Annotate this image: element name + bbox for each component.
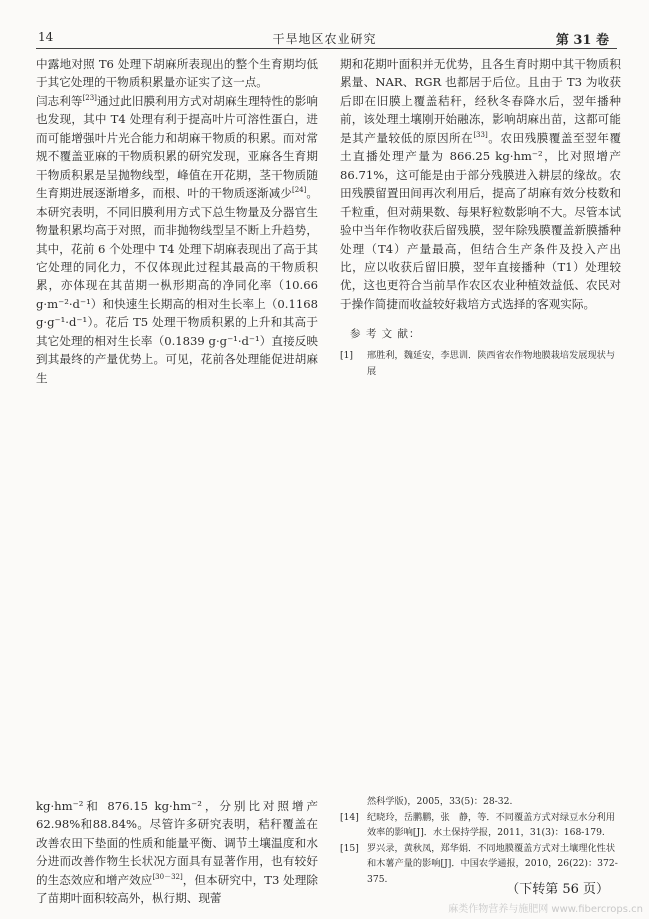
journal-title: 干旱地区农业研究 [272, 32, 377, 46]
citation: [30－32] [152, 872, 183, 881]
left-column-bottom [36, 797, 318, 908]
volume-label: 第 31 卷 [555, 33, 609, 48]
paragraph: 期和花期叶面积并无优势，且各生育时期中其干物质积累量、NAR、RGR 也都居于后位。且由于 T3 为收获后即在旧膜上覆盖秸秆，经秋冬春降水后，翌年播种前，该处理土壤刚开始融冻，影响胡麻出苗，这都可能是其产量较低的原因所在[33]。农田残膜覆盖至翌年覆土直播处理产量为 866.25 kg·hm⁻²，比对照增产86.71%，这可能是由于部分残膜进入耕层的缘故。农田残膜留置田间再次利用后，提高了胡麻有效分枝数和千粒重，但对蒴果数、每果籽粒数影响不大。尽管本试验中当年作物收获后留残膜，翌年除残膜覆盖新膜播种处理（T4）产量最高，但结合生产条件及投入产出比，应以收获后留旧膜，翌年直接播种（T1）处理较优，这也更符合当前旱作农区农业种植效益低、农民对于操作简捷而收益较好栽培方式选择的客观实际。 [340, 57, 621, 311]
reference-item: [1] 邢胜利，魏延安，李思训．陕西省农作物地膜栽培发展现状与展 [340, 349, 616, 377]
reference-continuation: 然科学版)，2005，33(5)：28-32. [367, 796, 513, 807]
references-heading: 参 考 文 献： [350, 328, 421, 341]
citation: [23] [82, 93, 97, 102]
citation: [33] [473, 130, 488, 139]
paragraph: 中露地对照 T6 处理下胡麻所表现出的整个生育期均低于其它处理的干物质积累量亦证实了这一点。 [36, 57, 318, 90]
right-column-top [340, 55, 621, 380]
citation: [24] [291, 186, 307, 195]
continued-note: （下转第 56 页） [506, 882, 609, 897]
paragraph: kg·hm⁻²和 876.15 kg·hm⁻²，分别比对照增产62.98%和88.84%。尽管许多研究表明，秸秆覆盖在改善农田下垫面的性质和能量平衡、调节土壤温度和水分进而改善作物生长状况方面具有显著作用，也有较好的生态效应和增产效应[30－32]，但本研究中，T3 处理除了苗期叶面积较高外，枞行期、现蕾 [36, 799, 318, 906]
reference-item: [14] 纪晓玲，岳鹏鹏，张 静，等．不同覆盖方式对绿豆水分利用效率的影响[J]．水土保持学报，2011，31(3)：168-179. [340, 811, 616, 838]
running-header [0, 30, 649, 46]
right-column-bottom [340, 794, 621, 887]
header-rule [36, 48, 617, 49]
paragraph: 闫志利等[23]通过此旧膜利用方式对胡麻生理特性的影响也发现，其中 T4 处理有利于提高叶片可溶性蛋白，进而可能增强叶片光合能力和胡麻干物质的积累。而对常规不覆盖亚麻的干物质积累的研究发现，亚麻各生育期干物质积累是呈抛物线型，峰值在开花期，茎干物质随生育期进展逐渐增多，而根、叶的干物质逐渐减少[24]。本研究表明，不同旧膜利用方式下总生物量及分器官生物量积累均高于对照，而非抛物线型呈不断上升趋势，其中，花前 6 个处理中 T4 处理下胡麻表现出了高于其它处理的同化力，不仅体现此过程其最高的干物质积累，亦体现在其苗期一枞形期高的净同化率（10.66 g·m⁻²·d⁻¹）和快速生长期高的相对生长率上（0.1168 g·g⁻¹·d⁻¹）。花后 T5 处理干物质积累的上升和其高于其它处理的相对生长率（0.1839 g·g⁻¹·d⁻¹）直接反映到其最终的产量优势上。可见，花前各处理能促进胡麻生 [36, 93, 318, 385]
page-number: 14 [38, 30, 54, 44]
left-column-top [36, 55, 318, 387]
watermark: 麻类作物营养与施肥网 www.fibercrops.cn [448, 904, 643, 915]
reference-item: [15] 罗兴录，黄秋凤，郑华娟．不同地膜覆盖方式对土壤理化性状和木薯产量的影响[J]．中国农学通报，2010，26(22)：372-375. [340, 842, 618, 885]
